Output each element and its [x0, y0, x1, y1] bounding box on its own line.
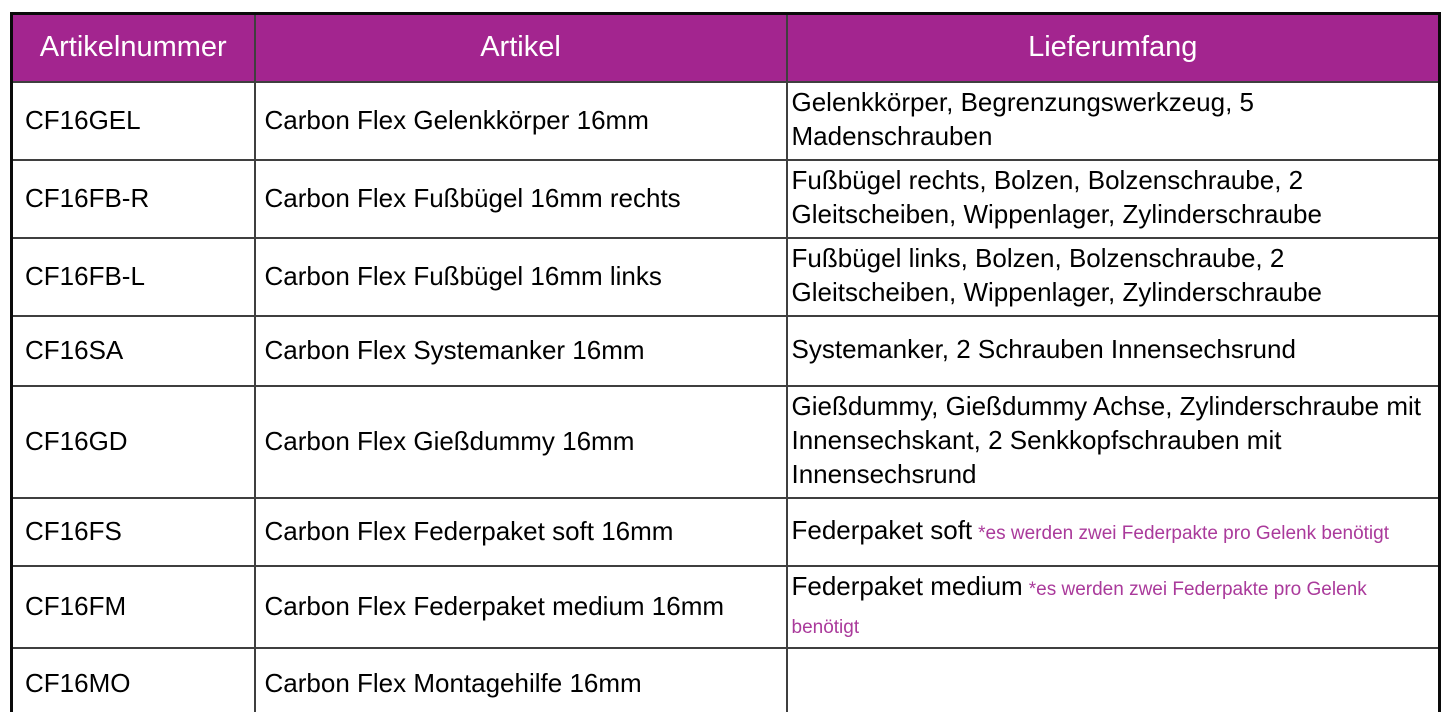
cell-artikel: Carbon Flex Gelenkkörper 16mm — [255, 82, 787, 160]
cell-lieferumfang — [787, 566, 1440, 648]
cell-lieferumfang — [787, 498, 1440, 566]
cell-artikel: Carbon Flex Fußbügel 16mm rechts — [255, 160, 787, 238]
table-row — [12, 648, 1440, 712]
cell-artikel: Carbon Flex Federpaket medium 16mm — [255, 566, 787, 648]
cell-lieferumfang — [787, 82, 1440, 160]
cell-artikelnummer: CF16FB-R — [12, 160, 255, 238]
column-header-artikelnummer: Artikelnummer — [12, 14, 255, 82]
cell-lieferumfang — [787, 386, 1440, 498]
lieferumfang-text: Fußbügel rechts, Bolzen, Bolzenschraube, 2 Gleitscheiben, Wippenlager, Zylinderschraube — [791, 164, 1322, 229]
lieferumfang-text: Gießdummy, Gießdummy Achse, Zylinderschraube mit Innensechskant, 2 Senkkopfschrauben mit Innensechsrund — [791, 390, 1421, 489]
table-row — [12, 498, 1440, 566]
header-row — [12, 14, 1440, 82]
cell-artikelnummer: CF16FS — [12, 498, 255, 566]
cell-lieferumfang — [787, 160, 1440, 238]
lieferumfang-footnote: *es werden zwei Federpakte pro Gelenk benötigt — [791, 578, 1367, 638]
lieferumfang-text: Systemanker, 2 Schrauben Innensechsrund — [791, 333, 1296, 364]
cell-artikel: Carbon Flex Montagehilfe 16mm — [255, 648, 787, 712]
lieferumfang-text: Federpaket medium — [791, 570, 1023, 601]
cell-artikel: Carbon Flex Systemanker 16mm — [255, 316, 787, 386]
cell-artikelnummer: CF16SA — [12, 316, 255, 386]
cell-artikelnummer: CF16FM — [12, 566, 255, 648]
cell-lieferumfang — [787, 238, 1440, 316]
table-row — [12, 566, 1440, 648]
lieferumfang-text: Federpaket soft — [791, 514, 973, 545]
cell-artikelnummer: CF16MO — [12, 648, 255, 712]
cell-artikelnummer: CF16GEL — [12, 82, 255, 160]
cell-artikel: Carbon Flex Fußbügel 16mm links — [255, 238, 787, 316]
cell-artikelnummer: CF16GD — [12, 386, 255, 498]
lieferumfang-text: Gelenkkörper, Begrenzungswerkzeug, 5 Madenschrauben — [791, 86, 1254, 151]
table-row — [12, 386, 1440, 498]
lieferumfang-footnote: *es werden zwei Federpakte pro Gelenk benötigt — [978, 522, 1390, 544]
table-row — [12, 160, 1440, 238]
cell-lieferumfang — [787, 316, 1440, 386]
cell-artikel: Carbon Flex Gießdummy 16mm — [255, 386, 787, 498]
table-row — [12, 316, 1440, 386]
cell-artikelnummer: CF16FB-L — [12, 238, 255, 316]
column-header-artikel: Artikel — [255, 14, 787, 82]
table-row — [12, 238, 1440, 316]
product-table — [10, 12, 1441, 712]
cell-artikel: Carbon Flex Federpaket soft 16mm — [255, 498, 787, 566]
table-row — [12, 82, 1440, 160]
cell-lieferumfang — [787, 648, 1440, 712]
column-header-lieferumfang: Lieferumfang — [787, 14, 1440, 82]
lieferumfang-text: Fußbügel links, Bolzen, Bolzenschraube, 2 Gleitscheiben, Wippenlager, Zylinderschraube — [791, 242, 1322, 307]
